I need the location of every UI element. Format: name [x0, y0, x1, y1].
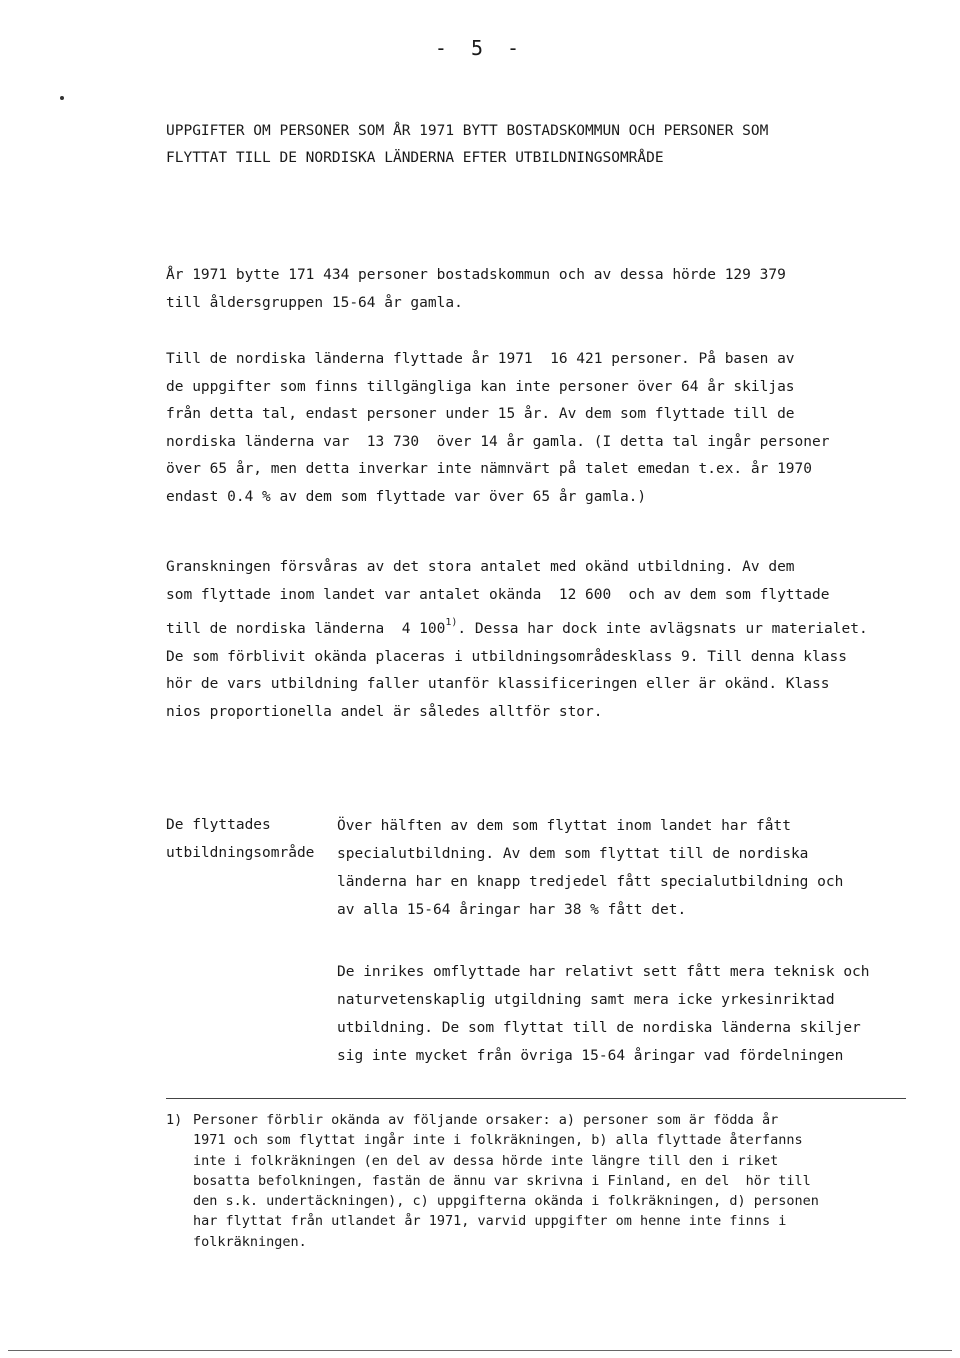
paragraph-intro: [166, 262, 946, 317]
heading-line: UPPGIFTER OM PERSONER SOM ÅR 1971 BYTT BOSTADSKOMMUN OCH PERSONER SOM: [166, 123, 769, 139]
paragraph-nordic-moves: [166, 346, 946, 511]
footnote-divider: [166, 1098, 906, 1099]
footnote-line: Personer förblir okända av följande orsaker: a) personer som är födda år: [193, 1112, 779, 1128]
document-heading: [166, 118, 886, 172]
footnote-continuation: [166, 1130, 926, 1252]
footnote-line: inte i folkräkningen (en del av dessa hörde inte längre till den i riket: [193, 1152, 779, 1169]
text-line: De inrikes omflyttade har relativt sett fått mera teknisk och: [337, 964, 870, 980]
footnote-reference: 1): [445, 617, 458, 628]
footnote-line: folkräkningen.: [193, 1233, 307, 1250]
text-segment: . Dessa har dock inte avlägsnats ur materialet.: [457, 621, 868, 637]
paragraph-unknown-education: [166, 554, 946, 726]
text-line: hör de vars utbildning faller utanför klassificeringen eller är okänd. Klass: [166, 676, 830, 692]
text-line: nordiska länderna var 13 730 över 14 år gamla. (I detta tal ingår personer: [166, 433, 830, 450]
scan-speck: [60, 96, 64, 100]
text-line: naturvetenskaplig utgildning samt mera icke yrkesinriktad: [337, 992, 835, 1008]
text-line: endast 0.4 % av dem som flyttade var över 65 år gamla.): [166, 488, 647, 505]
footnote-line: 1971 och som flyttat ingår inte i folkräkningen, b) alla flyttade återfanns: [193, 1132, 803, 1149]
text-line: från detta tal, endast personer under 15 år. Av dem som flyttade till de: [166, 406, 795, 422]
footnote-first-line: [166, 1110, 926, 1130]
footnote-line: har flyttat från utlandet år 1971, varvid uppgifter om henne inte finns i: [193, 1213, 787, 1230]
text-line: de uppgifter som finns tillgängliga kan inte personer över 64 år skiljas: [166, 378, 795, 395]
section-label-line: utbildningsområde: [166, 844, 315, 861]
text-line: till åldersgruppen 15-64 år gamla.: [166, 294, 463, 311]
heading-line: FLYTTAT TILL DE NORDISKA LÄNDERNA EFTER UTBILDNINGSOMRÅDE: [166, 150, 664, 166]
text-line: utbildning. De som flyttat till de nordiska länderna skiljer: [337, 1020, 861, 1036]
section-label-line: De flyttades: [166, 817, 271, 833]
text-line: som flyttade inom landet var antalet okända 12 600 och av dem som flyttade: [166, 586, 830, 603]
section-label: [166, 812, 314, 867]
text-line: specialutbildning. Av dem som flyttat till de nordiska: [337, 846, 809, 862]
text-line: sig inte mycket från övriga 15-64 åringar vad fördelningen: [337, 1048, 844, 1064]
page-number: - 5 -: [434, 36, 526, 60]
footnote-line: bosatta befolkningen, fastän de ännu var skrivna i Finland, en del hör till: [193, 1172, 811, 1189]
text-line: Till de nordiska länderna flyttade år 1971 16 421 personer. På basen av: [166, 351, 795, 367]
text-segment: till de nordiska länderna 4 100: [166, 621, 446, 637]
text-line: över 65 år, men detta inverkar inte nämnvärt på talet emedan t.ex. år 1970: [166, 461, 813, 477]
text-line: länderna har en knapp tredjedel fått specialutbildning och: [337, 874, 844, 890]
scan-bottom-edge: [8, 1350, 952, 1351]
text-line: nios proportionella andel är således alltför stor.: [166, 703, 603, 720]
section-text-specialization: [337, 812, 937, 924]
text-line-with-footnote-ref: [166, 609, 946, 644]
text-line: Granskningen försvåras av det stora antalet med okänd utbildning. Av dem: [166, 559, 795, 575]
footnote-line: den s.k. undertäckningen), c) uppgifterna okända i folkräkningen, d) personen: [193, 1193, 819, 1210]
text-line: De som förblivit okända placeras i utbildningsområdesklass 9. Till denna klass: [166, 648, 847, 665]
text-line: av alla 15-64 åringar har 38 % fått det.: [337, 902, 687, 918]
section-text-distribution: [337, 958, 937, 1070]
footnote: [166, 1110, 926, 1252]
footnote-marker: 1): [166, 1112, 183, 1128]
text-line: Över hälften av dem som flyttat inom landet har fått: [337, 818, 791, 834]
text-line: År 1971 bytte 171 434 personer bostadskommun och av dessa hörde 129 379: [166, 267, 786, 283]
